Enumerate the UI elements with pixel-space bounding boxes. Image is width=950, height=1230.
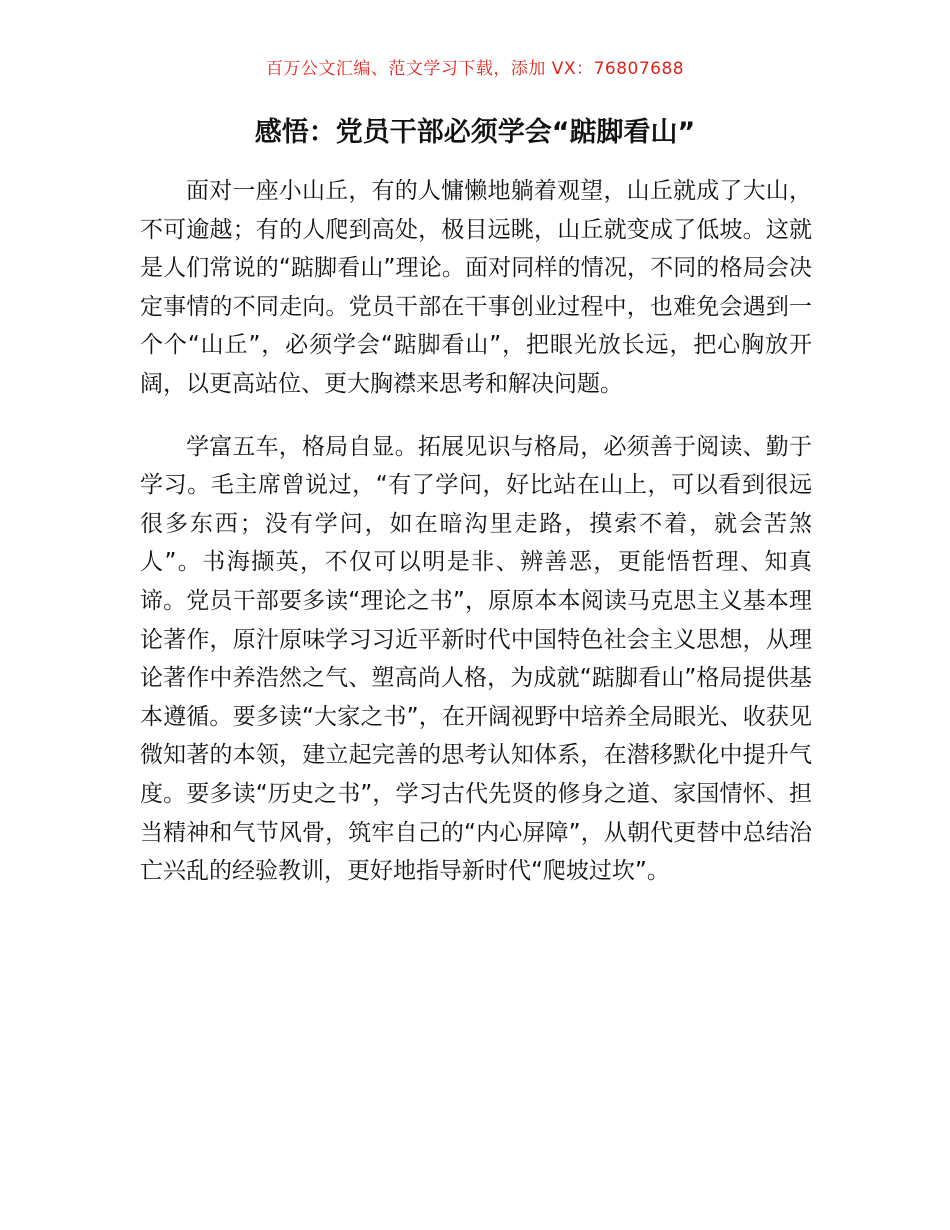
document-title: 感悟：党员干部必须学会“踮脚看山” (254, 117, 696, 148)
header-banner: 百万公文汇编、范文学习下载，添加 VX：76807688 (265, 59, 685, 79)
document-body (140, 172, 812, 915)
paragraph-2: 学富五车，格局自显。拓展见识与格局，必须善于阅读、勤于学习。毛主席曾说过，“有了学问，好比站在山上，可以看到很远很多东西；没有学问，如在暗沟里走路，摸索不着，就会苦煞人”。书海撷英，不仅可以明是非、辨善恶，更能悟哲理、知真谛。党员干部要多读“理论之书”，原原本本阅读马克思主义基本理论著作，原汁原味学习习近平新时代中国特色社会主义思想，从理论著作中养浩然之气、塑高尚人格，为成就“踮脚看山”格局提供基本遵循。要多读“大家之书”，在开阔视野中培养全局眼光、收获见微知著的本领，建立起完善的思考认知体系，在潜移默化中提升气度。要多读“历史之书”，学习古代先贤的修身之道、家国情怀、担当精神和气节风骨，筑牢自己的“内心屏障”，从朝代更替中总结治亡兴乱的经验教训，更好地指导新时代“爬坡过坎”。 (140, 433, 812, 885)
paragraph-1: 面对一座小山丘，有的人慵懒地躺着观望，山丘就成了大山，不可逾越；有的人爬到高处，极目远眺，山丘就变成了低坡。这就是人们常说的“踮脚看山”理论。面对同样的情况，不同的格局会决定事情的不同走向。党员干部在干事创业过程中，也难免会遇到一个个“山丘”，必须学会“踮脚看山”，把眼光放长远，把心胸放开阔，以更高站位、更大胸襟来思考和解决问题。 (140, 178, 812, 397)
